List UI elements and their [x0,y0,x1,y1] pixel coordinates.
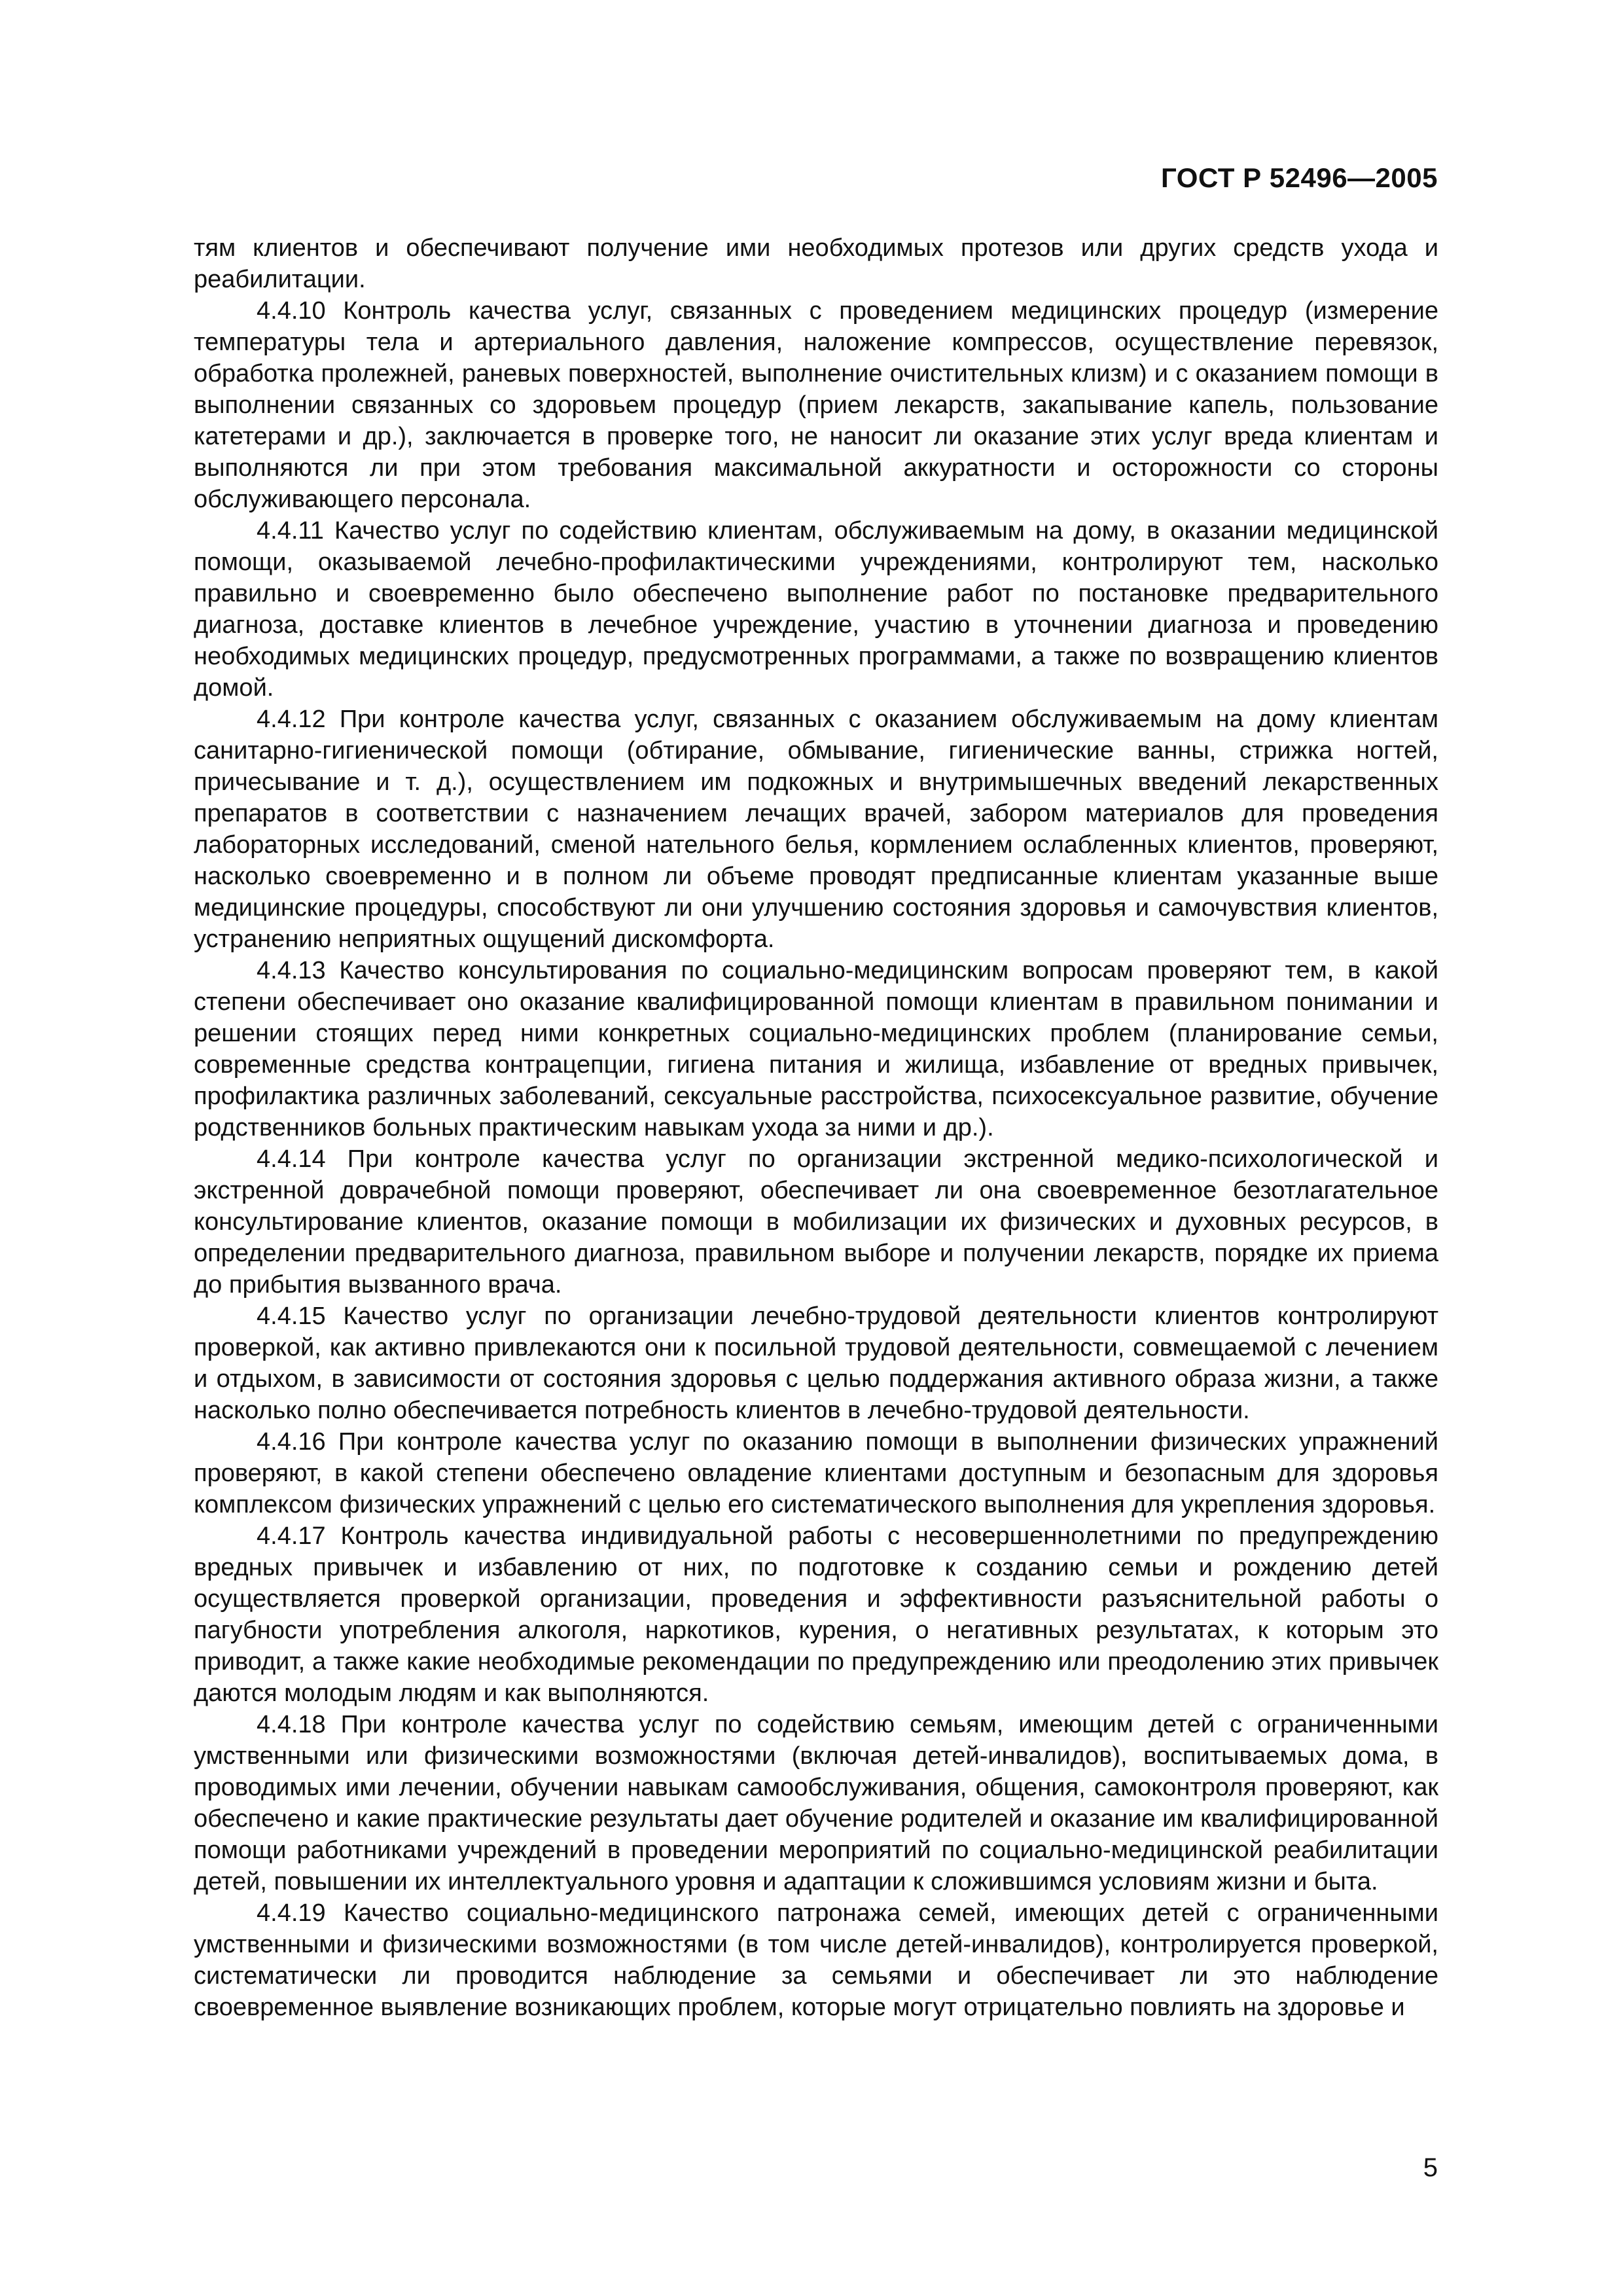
paragraph-4-4-14: 4.4.14 При контроле качества услуг по организации экстренной медико-психологической и экстренной доврачебной помощи проверяют, обеспечивает ли она своевременное безотлагательное консультирование клиентов, оказание помощи в мобилизации их физических и духовных ресурсов, в определении предварительного диагноза, правильном выборе и получении лекарств, порядке их приема до прибытия вызванного врача. [194,1145,1438,1299]
document-code-header: ГОСТ Р 52496—2005 [1161,162,1438,193]
paragraph-continuation: тям клиентов и обеспечивают получение ими необходимых протезов или других средств ухода и реабилитации. [194,234,1438,293]
paragraph-4-4-11: 4.4.11 Качество услуг по содействию клиентам, обслуживаемым на дому, в оказании медицинской помощи, оказываемой лечебно-профилактическими учреждениями, контролируют тем, насколько правильно и своевременно было обеспечено выполнение работ по постановке предварительного диагноза, доставке клиентов в лечебное учреждение, участию в уточнении диагноза и проведению необходимых медицинских процедур, предусмотренных программами, а также по возвращению клиентов домой. [194,517,1438,702]
paragraph-4-4-18: 4.4.18 При контроле качества услуг по содействию семьям, имеющим детей с ограниченными умственными или физическими возможностями (включая детей-инвалидов), воспитываемых дома, в проводимых ими лечении, обучении навыкам самообслуживания, общения, самоконтроля проверяют, как обеспечено и какие практические результаты дает обучение родителей и оказание им квалифицированной помощи работниками учреждений в проведении мероприятий по социально-медицинской реабилитации детей, повышении их интеллектуального уровня и адаптации к сложившимся условиям жизни и быта. [194,1711,1438,1895]
paragraph-4-4-19: 4.4.19 Качество социально-медицинского патронажа семей, имеющих детей с ограниченными умственными и физическими возможностями (в том числе детей-инвалидов), контролируется проверкой, систематически ли проводится наблюдение за семьями и обеспечивает ли это наблюдение своевременное выявление возникающих проблем, которые могут отрицательно повлиять на здоровье и [194,1899,1438,2021]
paragraph-4-4-12: 4.4.12 При контроле качества услуг, связанных с оказанием обслуживаемым на дому клиентам санитарно-гигиенической помощи (обтирание, обмывание, гигиенические ванны, стрижка ногтей, причесывание и т. д.), осуществлением им подкожных и внутримышечных введений лекарственных препаратов в соответствии с назначением лечащих врачей, забором материалов для проведения лабораторных исследований, сменой нательного белья, кормлением ослабленных клиентов, проверяют, насколько своевременно и в полном ли объеме проводят предписанные клиентам указанные выше медицинские процедуры, способствуют ли они улучшению состояния здоровья и самочувствия клиентов, устранению неприятных ощущений дискомфорта. [194,706,1438,953]
document-body [194,232,1438,2023]
paragraph-4-4-17: 4.4.17 Контроль качества индивидуальной работы с несовершеннолетними по предупреждению вредных привычек и избавлению от них, по подготовке к созданию семьи и рождению детей осуществляется проверкой организации, проведения и эффективности разъяснительной работы о пагубности употребления алкоголя, наркотиков, курения, о негативных результатах, к которым это приводит, а также какие необходимые рекомендации по предупреждению или преодолению этих привычек даются молодым людям и как выполняются. [194,1522,1438,1707]
page-number: 5 [1423,2153,1438,2182]
paragraph-4-4-15: 4.4.15 Качество услуг по организации лечебно-трудовой деятельности клиентов контролируют проверкой, как активно привлекаются они к посильной трудовой деятельности, совмещаемой с лечением и отдыхом, в зависимости от состояния здоровья с целью поддержания активного образа жизни, а также насколько полно обеспечивается потребность клиентов в лечебно-трудовой деятельности. [194,1302,1438,1424]
paragraph-4-4-16: 4.4.16 При контроле качества услуг по оказанию помощи в выполнении физических упражнений проверяют, в какой степени обеспечено овладение клиентами доступным и безопасным для здоровья комплексом физических упражнений с целью его систематического выполнения для укрепления здоровья. [194,1428,1438,1518]
paragraph-4-4-10: 4.4.10 Контроль качества услуг, связанных с проведением медицинских процедур (измерение температуры тела и артериального давления, наложение компрессов, осуществление перевязок, обработка пролежней, раневых поверхностей, выполнение очистительных клизм) и с оказанием помощи в выполнении связанных со здоровьем процедур (прием лекарств, закапывание капель, пользование катетерами и др.), заключается в проверке того, не наносит ли оказание этих услуг вреда клиентам и выполняются ли при этом требования максимальной аккуратности и осторожности со стороны обслуживающего персонала. [194,297,1438,513]
paragraph-4-4-13: 4.4.13 Качество консультирования по социально-медицинским вопросам проверяют тем, в какой степени обеспечивает оно оказание квалифицированной помощи клиентам в правильном понимании и решении стоящих перед ними конкретных социально-медицинских проблем (планирование семьи, современные средства контрацепции, гигиена питания и жилища, избавление от вредных привычек, профилактика различных заболеваний, сексуальные расстройства, психосексуальное развитие, обучение родственников больных практическим навыкам ухода за ними и др.). [194,957,1438,1141]
